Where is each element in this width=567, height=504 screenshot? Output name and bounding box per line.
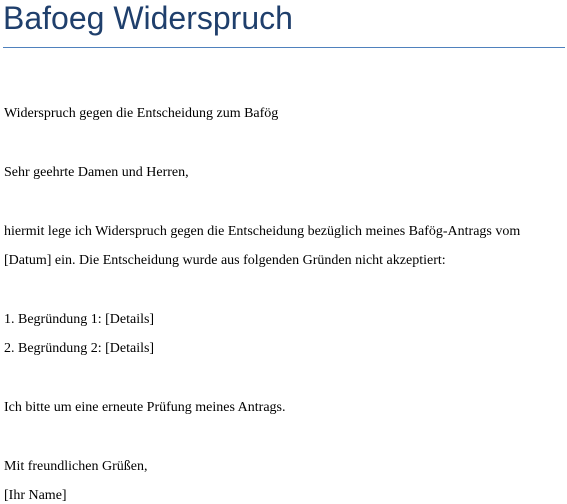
salutation: Sehr geehrte Damen und Herren,	[4, 165, 189, 180]
title-underline	[3, 47, 565, 48]
request-line: Ich bitte um eine erneute Prüfung meines Antrags.	[4, 400, 286, 415]
body-line-2: [Datum] ein. Die Entscheidung wurde aus folgenden Gründen nicht akzeptiert:	[4, 253, 446, 268]
subject-line: Widerspruch gegen die Entscheidung zum Bafög	[4, 106, 279, 121]
document-title: Bafoeg Widerspruch	[3, 0, 293, 36]
body-line-1: hiermit lege ich Widerspruch gegen die Entscheidung bezüglich meines Bafög-Antrags vom	[4, 224, 521, 239]
reason-item-1: 1. Begründung 1: [Details]	[4, 312, 155, 327]
signature-placeholder: [Ihr Name]	[4, 488, 67, 503]
closing-line: Mit freundlichen Grüßen,	[4, 459, 148, 474]
reason-item-2: 2. Begründung 2: [Details]	[4, 341, 155, 356]
